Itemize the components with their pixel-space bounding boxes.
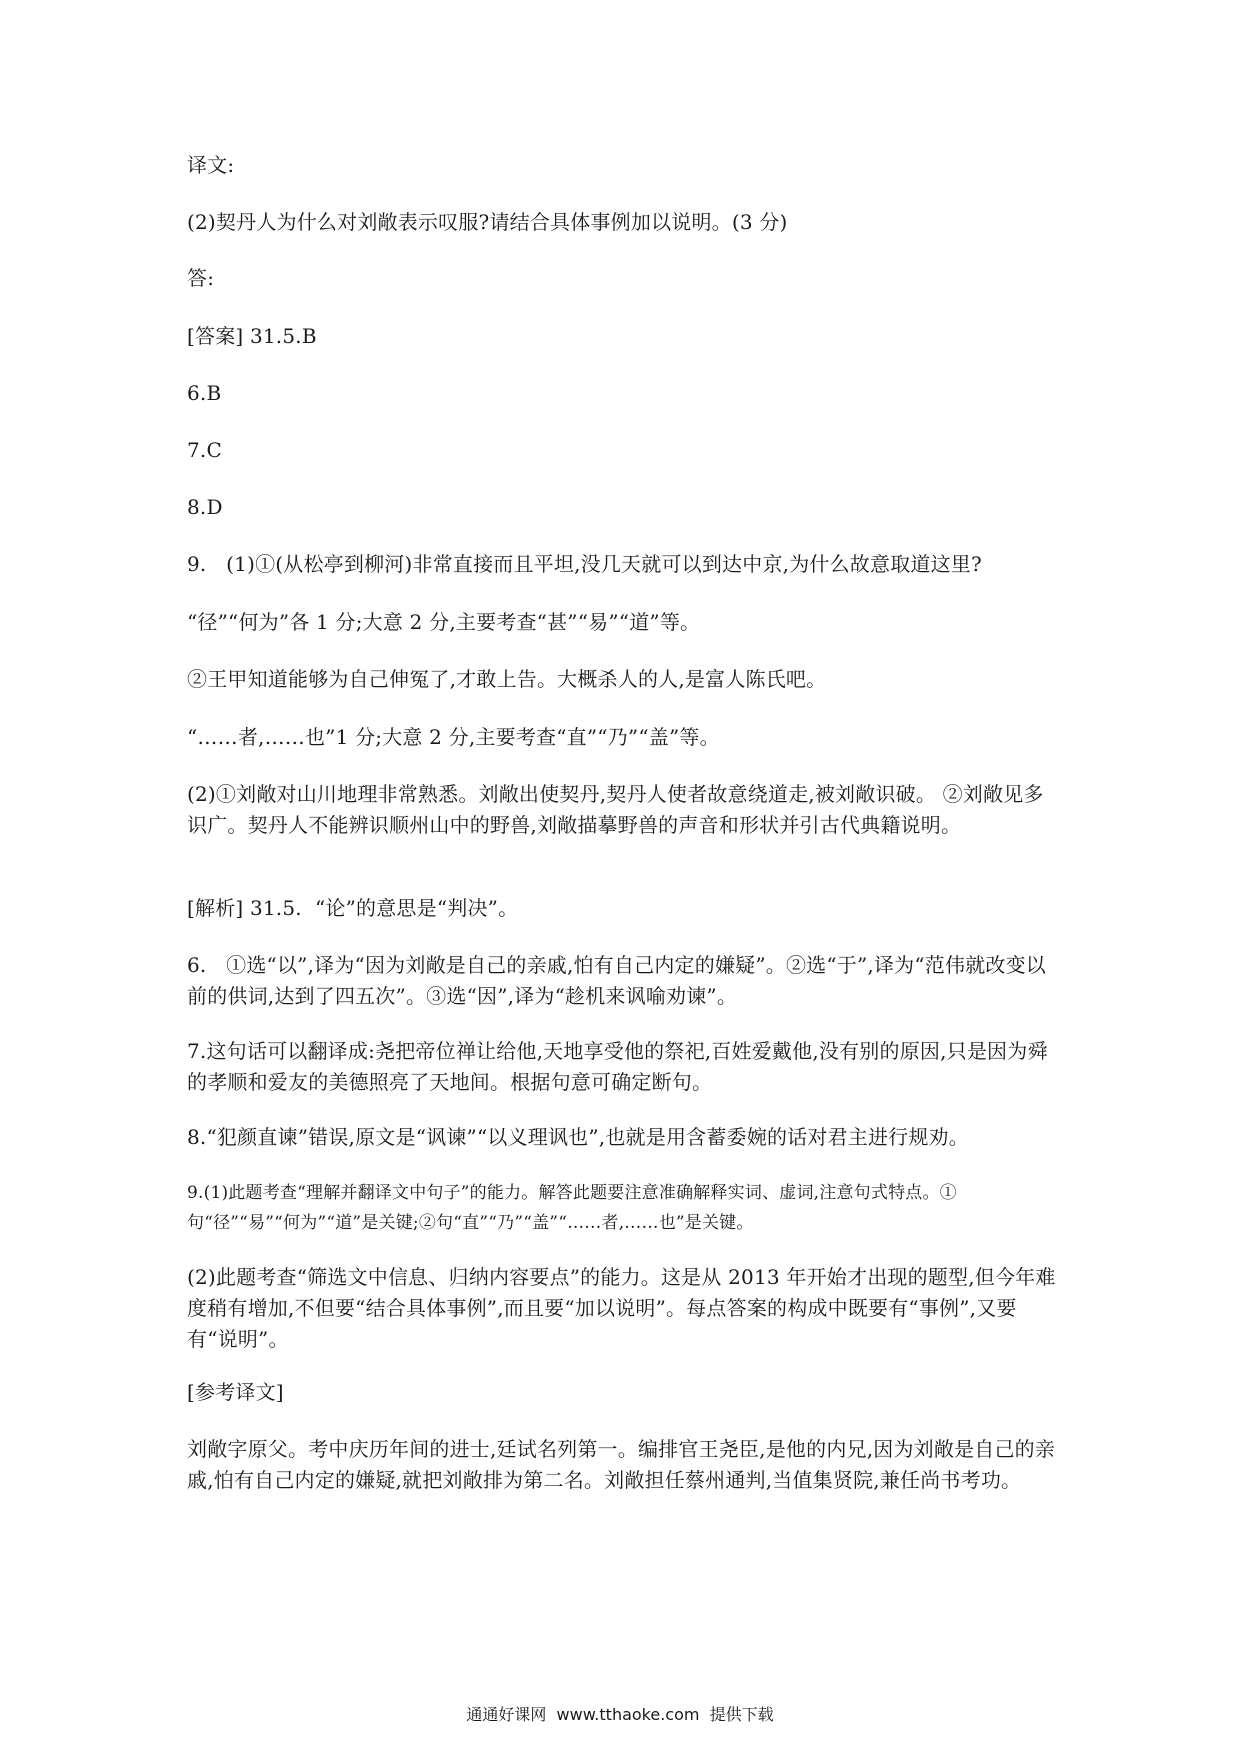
reference-translation-heading: [参考译文] [187,1380,284,1404]
answer-9-1-a: 9. (1)①(从松亭到柳河)非常直接而且平坦,没几天就可以到达中京,为什么故意取道这里? [187,552,982,576]
analysis-9-1: 9.(1)此题考查“理解并翻译文中句子”的能力。解答此题要注意准确解释实词、虚词,注意句式特点。①句“径”“易”“何为”“道”是关键;②句“直”“乃”“盖”“……者,……也”是关键。 [187,1183,957,1233]
answer-8: 8.D [187,495,223,519]
answer-heading: [答案] 31.5.B [187,324,317,348]
answer-label: 答: [187,266,215,290]
analysis-9-2: (2)此题考查“筛选文中信息、归纳内容要点”的能力。这是从 2013 年开始才出现的题型,但今年难度稍有增加,不但要“结合具体事例”,而且要“加以说明”。每点答案的构成中既要有“事例”,又要有“说明”。 [187,1265,1056,1351]
scoring-note-b: “……者,……也”1 分;大意 2 分,主要考查“直”“乃”“盖”等。 [187,725,720,749]
analysis-heading: [解析] 31.5. “论”的意思是“判决”。 [187,896,519,920]
analysis-7: 7.这句话可以翻译成:尧把帝位禅让给他,天地享受他的祭祀,百姓爱戴他,没有别的原因,只是因为舜的孝顺和爱友的美德照亮了天地间。根据句意可确定断句。 [187,1039,1048,1094]
answer-9-1-b: ②王甲知道能够为自己伸冤了,才敢上告。大概杀人的人,是富人陈氏吧。 [187,667,827,691]
answer-9-2: (2)①刘敞对山川地理非常熟悉。刘敞出使契丹,契丹人使者故意绕道走,被刘敞识破。 ②刘敞见多识广。契丹人不能辨识顺州山中的野兽,刘敞描摹野兽的声音和形状并引古代典籍说明。 [187,782,1044,837]
answer-7: 7.C [187,438,222,462]
answer-6: 6.B [187,381,222,405]
reference-translation-body: 刘敞字原父。考中庆历年间的进士,廷试名列第一。编排官王尧臣,是他的内兄,因为刘敞是自己的亲戚,怕有自己内定的嫌疑,就把刘敞排为第二名。刘敞担任蔡州通判,当值集贤院,兼任尚书考功。 [187,1437,1056,1492]
scoring-note-a: “径”“何为”各 1 分;大意 2 分,主要考查“甚”“易”“道”等。 [187,610,701,634]
translation-label: 译文: [187,153,235,177]
analysis-6: 6. ①选“以”,译为“因为刘敞是自己的亲戚,怕有自己内定的嫌疑”。②选“于”,译为“范伟就改变以前的供词,达到了四五次”。③选“因”,译为“趁机来讽喻劝谏”。 [187,953,1046,1008]
page-footer: 通通好课网 www.tthaoke.com 提供下载 [466,1705,774,1724]
question-2: (2)契丹人为什么对刘敞表示叹服?请结合具体事例加以说明。(3 分) [187,210,788,234]
analysis-8: 8.“犯颜直谏”错误,原文是“讽谏”“以义理讽也”,也就是用含蓄委婉的话对君主进行规劝。 [187,1125,969,1149]
